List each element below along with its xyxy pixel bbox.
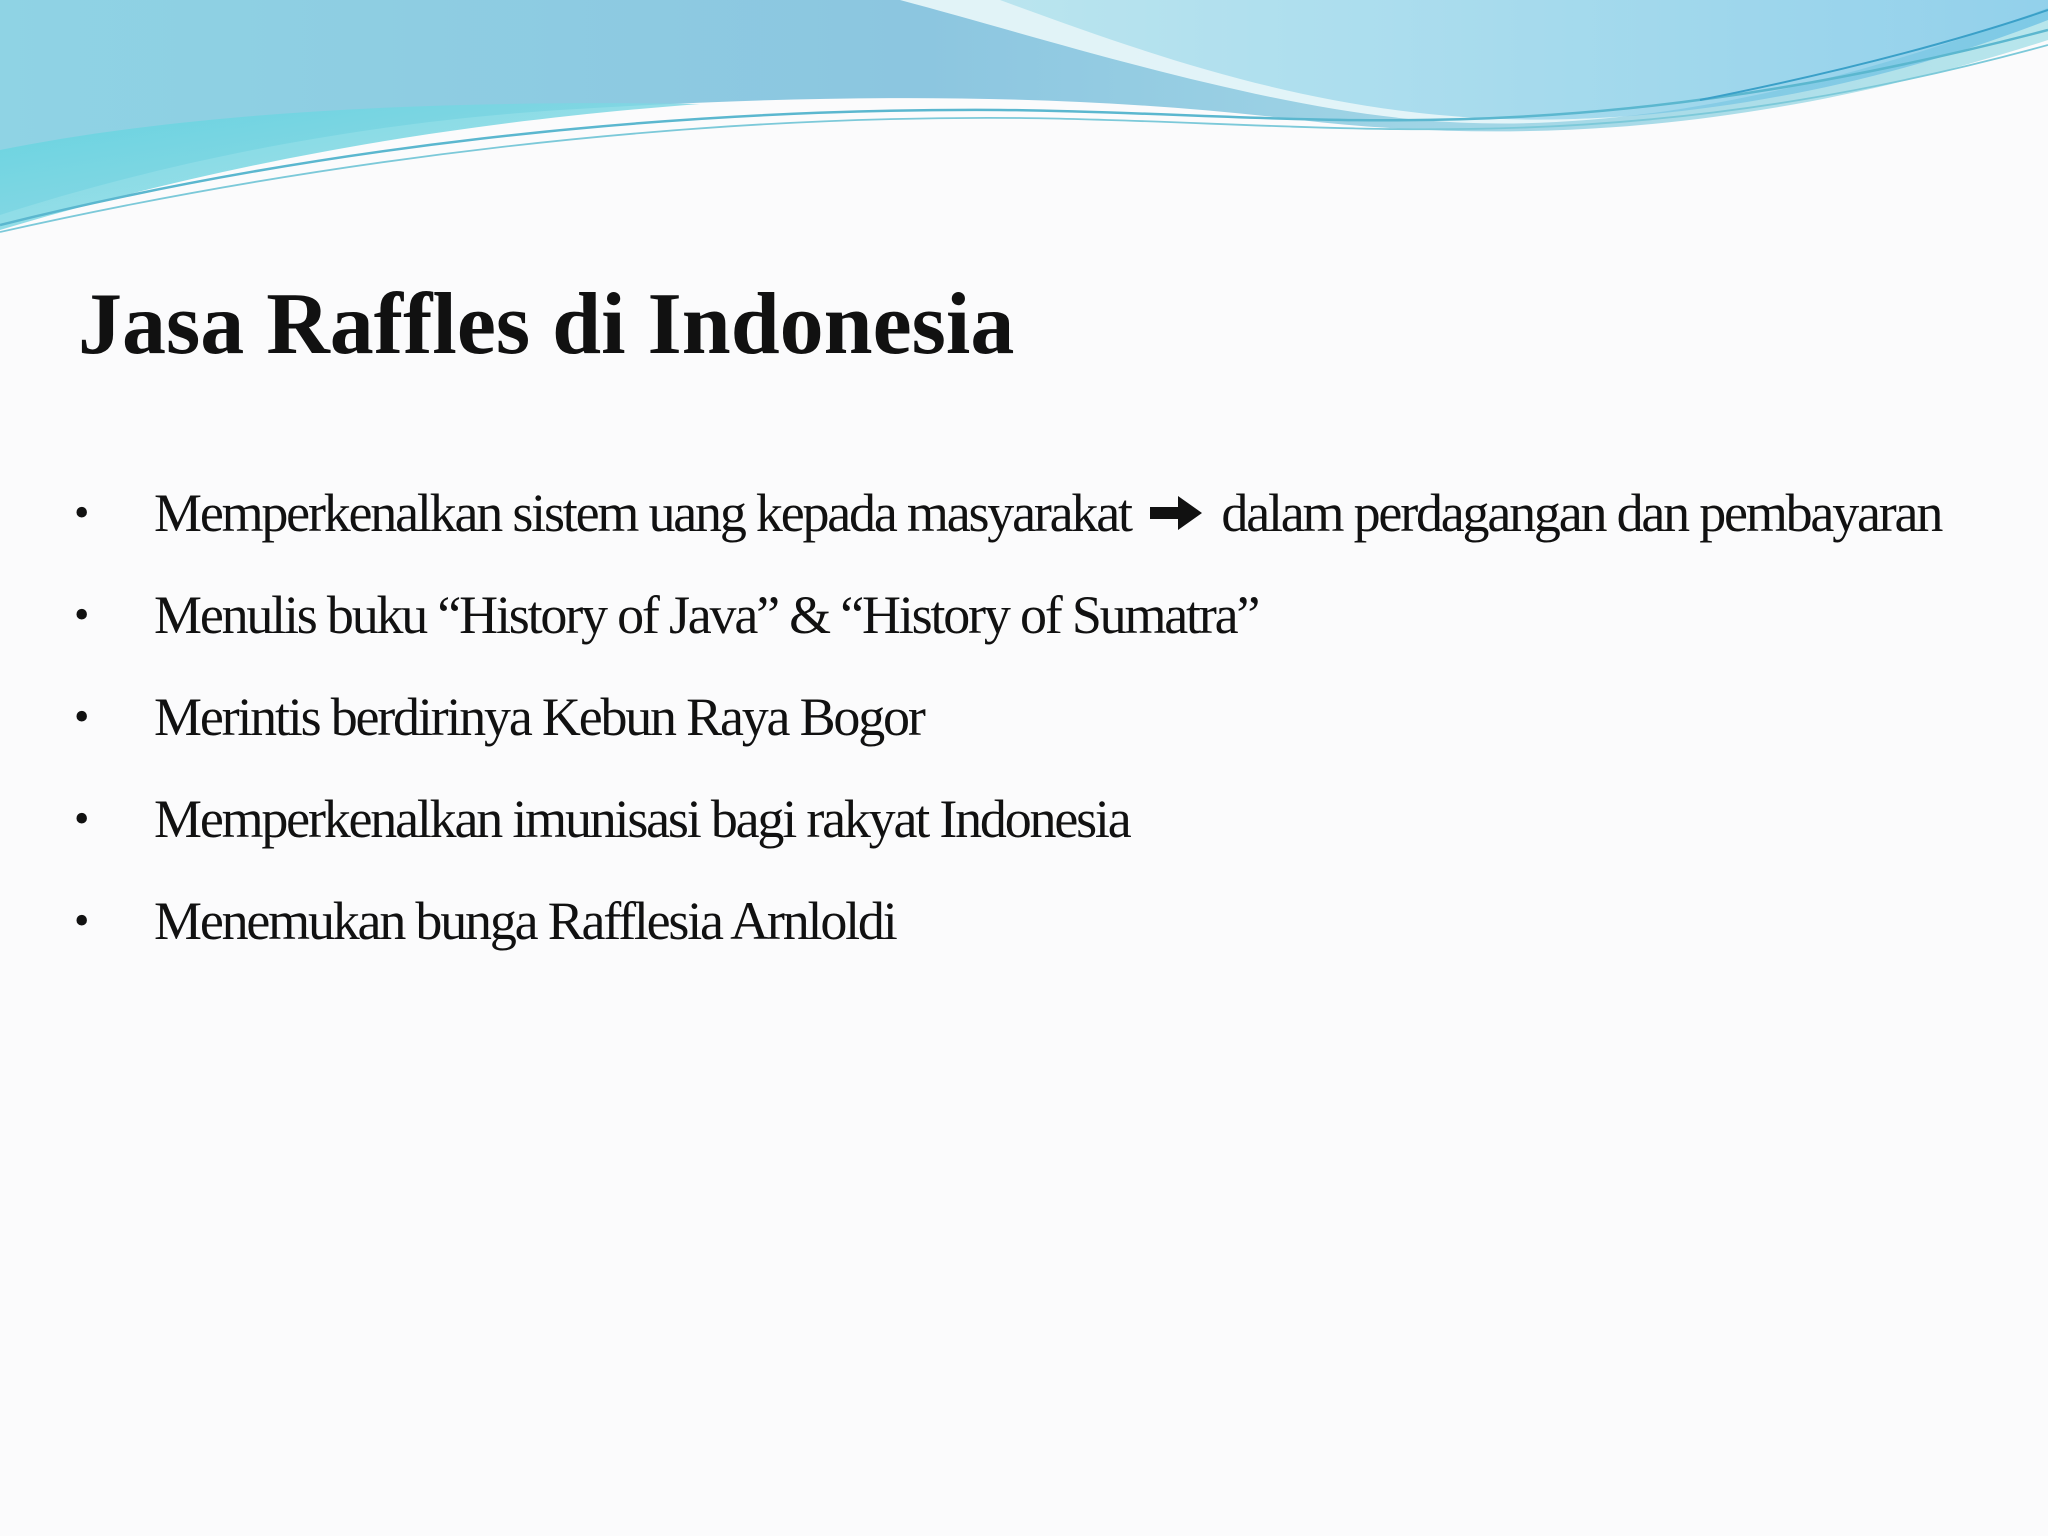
bullet-text: Memperkenalkan sistem uang kepada masyarakat bbox=[154, 483, 1143, 543]
bullet-text: Memperkenalkan imunisasi bagi rakyat Indonesia bbox=[154, 789, 1130, 849]
list-item bbox=[70, 564, 1970, 666]
list-item bbox=[70, 870, 1970, 972]
bullet-text: Menemukan bunga Rafflesia Arnloldi bbox=[154, 891, 896, 951]
bullet-text: Merintis berdirinya Kebun Raya Bogor bbox=[154, 687, 924, 747]
list-item bbox=[70, 768, 1970, 870]
list-item bbox=[70, 462, 1970, 564]
bullet-dot: • bbox=[74, 794, 90, 843]
bullet-list bbox=[70, 462, 1970, 972]
slide-title: Jasa Raffles di Indonesia bbox=[78, 276, 1015, 373]
bullet-dot: • bbox=[74, 896, 90, 945]
list-item bbox=[70, 666, 1970, 768]
bullet-text-continued: dalam perdagangan dan pembayaran bbox=[1210, 483, 1942, 543]
bullet-dot: • bbox=[74, 590, 90, 639]
bullet-dot: • bbox=[74, 488, 90, 537]
wave-header-decoration bbox=[0, 0, 2048, 260]
bullet-text: Menulis buku “History of Java” & “History of Sumatra” bbox=[154, 585, 1259, 645]
right-arrow-icon bbox=[1148, 493, 1204, 533]
bullet-dot: • bbox=[74, 692, 90, 741]
